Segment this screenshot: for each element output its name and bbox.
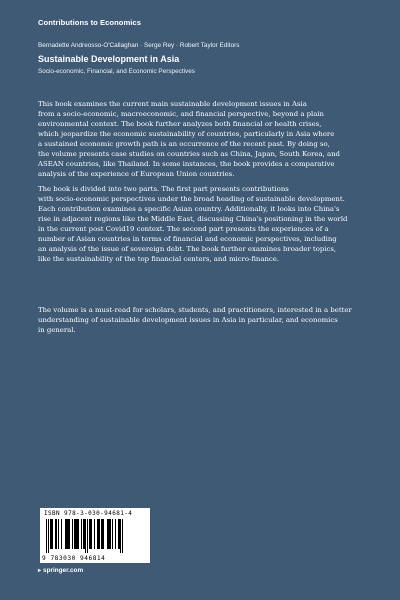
isbn-label: ISBN 978-3-030-94681-4 [44, 510, 133, 517]
book-title: Sustainable Development in Asia [38, 54, 180, 64]
text-line: This book examines the current main sustainable development issues in Asia [38, 100, 307, 108]
editors-line: Bernadette Andreosso-O'Callaghan · Serge Rey · Robert Taylor Editors [38, 42, 240, 49]
text-line: in general. [38, 326, 76, 334]
text-line: an analysis of the issue of sovereign debt. The book further examines broader topics, [38, 245, 337, 253]
text-line: the volume presents case studies on countries such as China, Japan, South Korea, and [38, 150, 340, 158]
text-line: rise in adjacent regions like the Middle East, discussing China's positioning in the world [38, 215, 348, 223]
series-name: Contributions to Economics [38, 18, 141, 27]
text-line: a sustained economic growth path is an occurrence of the recent past. By doing so, [38, 140, 330, 148]
isbn-barcode [40, 508, 150, 563]
publisher-url[interactable] [38, 567, 83, 574]
blurb-paragraph-2 [38, 184, 362, 264]
barcode-digits: 9 783030 946814 [42, 555, 106, 562]
text-line: in the current post Covid19 context. The second part presents the experiences of a [38, 225, 329, 233]
text-line: ASEAN countries, like Thailand. In some instances, the book provides a comparative [38, 160, 335, 168]
blurb-paragraph-3 [38, 305, 362, 335]
text-line: which jeopardize the economic sustainability of countries, particularly in Asia where [38, 130, 335, 138]
text-line: number of Asian countries in terms of financial and economic perspectives, including [38, 235, 337, 243]
url-text: springer.com [43, 567, 84, 574]
text-line: understanding of sustainable development issues in Asia in particular, and economics [38, 316, 338, 324]
text-line: analysis of the experience of European Union countries. [38, 170, 235, 178]
text-line: The book is divided into two parts. The first part presents contributions [38, 185, 289, 193]
book-subtitle: Socio-economic, Financial, and Economic Perspectives [38, 68, 195, 75]
text-line: The volume is a must-read for scholars, students, and practitioners, interested in a better [38, 306, 352, 314]
arrow-icon: ▸ [38, 568, 42, 574]
barcode-bars [44, 519, 146, 553]
text-line: Each contribution examines a specific Asian country. Additionally, it looks into China's [38, 205, 340, 213]
text-line: from a socio-economic, macroeconomic, and financial perspective, beyond a plain [38, 110, 324, 118]
text-line: with socio-economic perspectives under the broad heading of sustainable development. [38, 195, 345, 203]
text-line: like the sustainability of the top financial centers, and micro-finance. [38, 255, 280, 263]
blurb-paragraph-1 [38, 99, 362, 179]
text-line: environmental context. The book further analyzes both financial or health crises, [38, 120, 322, 128]
